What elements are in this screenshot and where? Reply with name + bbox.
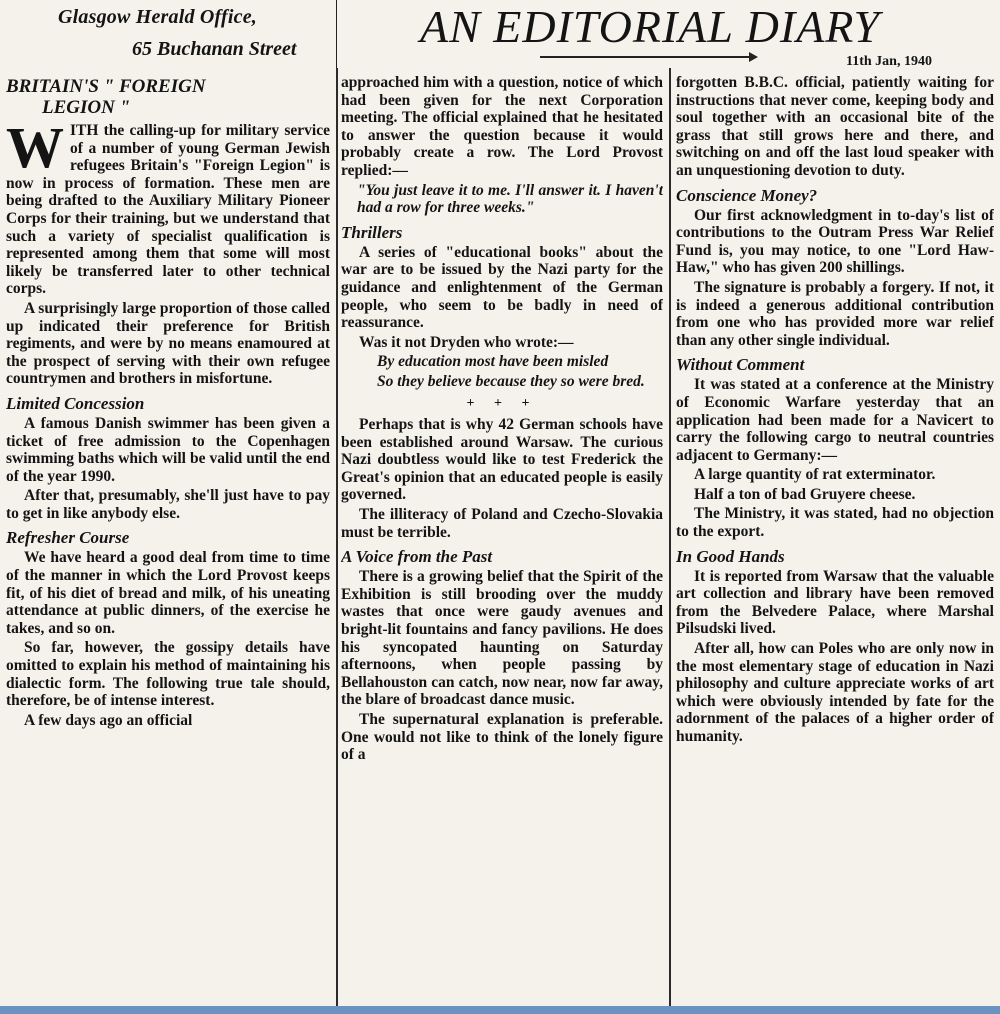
paragraph: There is a growing belief that the Spirit of the Exhibition is still brooding over the muddy wastes that once were gaudy avenues and bright-lit fountains and fancy pavilions. He does his syncopated haunting on Saturday afternoons, when people passing by Bellahouston can catch, now near, now far away, the blare of broadcast dance music.	[341, 568, 663, 709]
lead-headline	[6, 76, 330, 118]
quotation: "You just leave it to me. I'll answer it. I haven't had a row for three weeks."	[357, 181, 663, 217]
paragraph: The signature is probably a forgery. If not, it is indeed a generous additional contribution from one who has provided more war relief than any other single individual.	[676, 278, 994, 349]
column-3	[676, 74, 994, 1010]
section-heading: Refresher Course	[6, 528, 130, 548]
column-2	[341, 74, 663, 1010]
paragraph: forgotten B.B.C. official, patiently waiting for instructions that never come, keeping body and soul together with an occasional bite of the grass that still grows here and there, and switching on and off the last loud speaker with an unquestioning devotion to duty.	[676, 74, 994, 179]
section-heading: Thrillers	[341, 222, 403, 242]
lead-headline-line1: BRITAIN'S " FOREIGN	[6, 76, 206, 97]
drop-cap: W	[6, 115, 64, 180]
paragraph: It is reported from Warsaw that the valuable art collection and library have been removed from the Belvedere Palace, where Marshal Pilsudski lived.	[676, 567, 994, 638]
paragraph: It was stated at a conference at the Ministry of Economic Warfare yesterday that an application had been made for a Navicert to carry the following cargo to neutral countries adjacent to Germany:—	[676, 376, 994, 464]
column-divider	[669, 68, 671, 1006]
paragraph-text: ITH the calling-up for military service of a number of young German Jewish refugees Britain's "Foreign Legion" is now in process of formation. These men are being drafted to the Auxiliary Military Pioneer Corps for their training, but we understand that such a variety of specialist qualification is represented among them that some will most likely be transferred later to other technical corps.	[6, 122, 330, 298]
paragraph: approached him with a question, notice of which had been given for the next Corporation meeting. The official explained that he hesitated to answer the question because it would probably create a row. The Lord Provost replied:—	[341, 74, 663, 179]
masthead-title: AN EDITORIAL DIARY	[420, 1, 881, 52]
paragraph: Was it not Dryden who wrote:—	[359, 333, 574, 351]
section-heading: Limited Concession	[6, 393, 145, 413]
paragraph: The illiteracy of Poland and Czecho-Slovakia must be terrible.	[341, 506, 663, 541]
section-heading: In Good Hands	[676, 546, 785, 566]
paragraph: A few days ago an official	[24, 711, 193, 729]
section-heading: Without Comment	[676, 355, 805, 375]
masthead-rule	[540, 56, 750, 58]
paragraph: After that, presumably, she'll just have to pay to get in like anybody else.	[6, 487, 330, 522]
viewer-bottom-bar	[0, 1006, 1000, 1014]
column-1	[6, 74, 330, 1010]
paragraph: A large quantity of rat exterminator.	[694, 466, 936, 484]
paragraph: So far, however, the gossipy details have omitted to explain his method of maintaining his dialectic form. The following true tale should, therefore, be of intense interest.	[6, 639, 330, 710]
section-heading: Conscience Money?	[676, 185, 818, 205]
paragraph: Our first acknowledgment in to-day's list of contributions to the Outram Press War Relief Fund is, you may notice, to one "Lord Haw-Haw," who has given 200 shillings.	[676, 206, 994, 277]
verse-line: So they believe because they so were bred.	[377, 372, 645, 390]
paragraph: A famous Danish swimmer has been given a ticket of free admission to the Copenhagen swimming baths which will be valid until the end of the year 1990.	[6, 414, 330, 485]
paragraph: The supernatural explanation is preferable. One would not like to think of the lonely figure of a	[341, 711, 663, 764]
office-street: 65 Buchanan Street	[132, 38, 297, 60]
issue-date: 11th Jan, 1940	[846, 54, 932, 69]
paragraph: We have heard a good deal from time to time of the manner in which the Lord Provost keeps fit, of his diet of bread and milk, of his uneating attendance at public dinners, of the exercise he takes, and so on.	[6, 549, 330, 637]
paragraph: A surprisingly large proportion of those called up indicated their preference for British regiments, and were by no means enamoured at the prospect of serving with their own refugee countrymen and brothers in misfortune.	[6, 299, 330, 388]
section-separator: + + +	[466, 395, 538, 411]
paragraph: The Ministry, it was stated, had no objection to the export.	[676, 505, 994, 541]
office-address-block	[0, 0, 337, 68]
section-heading: A Voice from the Past	[341, 547, 493, 567]
office-name: Glasgow Herald Office,	[58, 6, 258, 28]
column-divider	[336, 68, 338, 1006]
paragraph: Half a ton of bad Gruyere cheese.	[694, 485, 916, 503]
lead-headline-line2: LEGION "	[42, 97, 131, 118]
paragraph: Perhaps that is why 42 German schools have been established around Warsaw. The curious Nazi doubtless would like to test Frederick the Great's opinion that an educated people is easily governed.	[341, 416, 663, 504]
verse-line: By education most have been misled	[377, 353, 609, 371]
paragraph: A series of "educational books" about the war are to be issued by the Nazi party for the guidance and enlightenment of the German people, who seem to be badly in need of reassurance.	[341, 243, 663, 332]
paragraph: After all, how can Poles who are only now in the most elementary stage of education in Nazi philosophy and culture appreciate works of art which were obviously intended by fate for the adornment of the palaces of a higher order of humanity.	[676, 640, 994, 745]
paragraph	[6, 115, 330, 298]
